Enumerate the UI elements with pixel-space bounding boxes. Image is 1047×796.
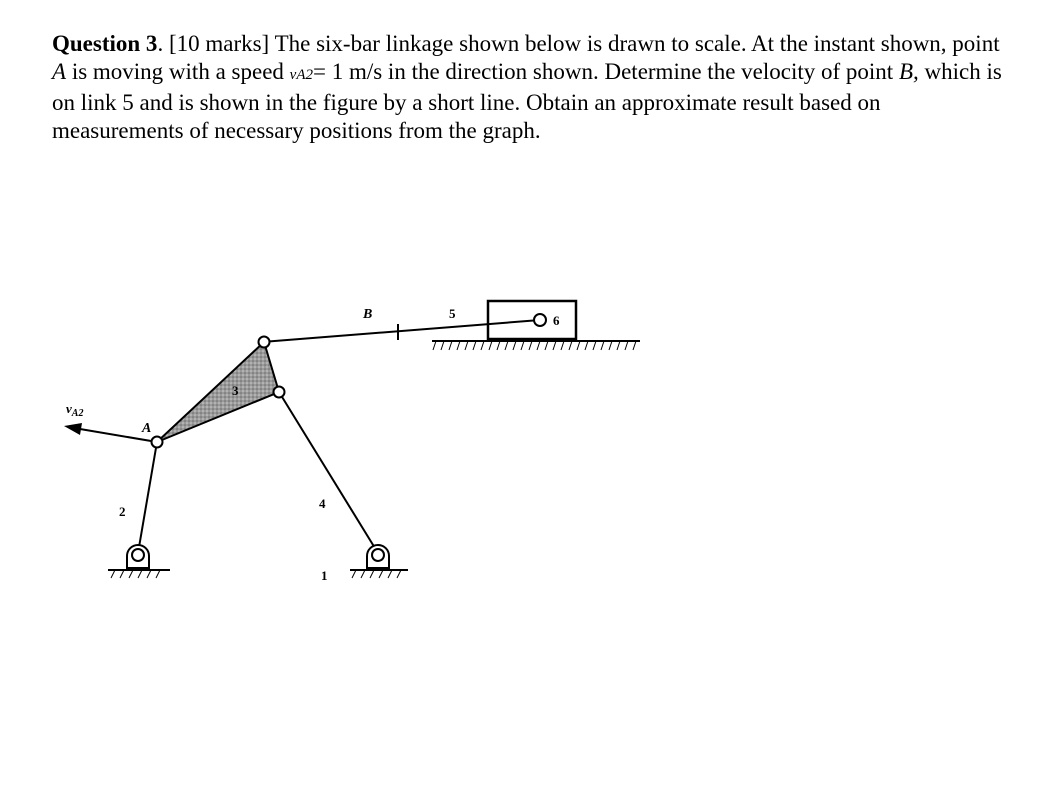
question-text-2: is moving with a speed xyxy=(71,58,284,84)
question-marks: [10 marks] xyxy=(168,31,270,56)
label-a: A xyxy=(142,421,152,436)
label-link-2: 2 xyxy=(119,504,126,519)
joint-slider xyxy=(534,314,546,326)
label-link-1: 1 xyxy=(321,568,328,583)
velocity-arrow-head xyxy=(64,423,82,435)
question-text: Question 3. [10 marks] The six-bar linkage shown below is drawn to scale. At the instant shown, point A is moving with a speed vA2= 1 m/s in the direction shown. Determine the velocity of point B, which is on link 5 and is shown in the figure by a short line. Obtain an approximate result based on measurements of necessary positions from the graph. xyxy=(52,31,1002,143)
question-text-4: which is on link 5 and is shown in the figure by a short line. Obtain an approximate result based on measurements of necessary positions from the graph. xyxy=(52,58,1002,143)
label-b: B xyxy=(363,307,373,322)
question-label: Question 3 xyxy=(52,31,158,56)
question-text-3: = 1 m/s in the direction shown. Determine the velocity of point xyxy=(312,58,894,84)
ground-pivot-o4 xyxy=(350,545,408,578)
label-velocity: $v_{A2}$ xyxy=(66,401,84,419)
link-3 xyxy=(157,342,279,442)
label-link-4: 4 xyxy=(319,496,326,511)
point-b-ref: B, xyxy=(898,58,919,84)
point-a-ref: A xyxy=(52,58,67,84)
label-link-5: 5 xyxy=(449,306,456,321)
speed-symbol: vA2 xyxy=(289,66,313,83)
joint-d xyxy=(274,387,285,398)
ground-pivot-o2 xyxy=(108,545,170,578)
joint-a xyxy=(152,437,163,448)
joint-c xyxy=(259,337,270,348)
question-text-1: The six-bar linkage shown below is drawn to scale. At the instant shown, point xyxy=(274,31,1000,56)
link-2 xyxy=(138,442,157,553)
label-link-6: 6 xyxy=(553,313,560,328)
slider-ground-hatch xyxy=(433,341,636,350)
link-4 xyxy=(279,392,378,553)
label-link-3: 3 xyxy=(232,383,239,398)
